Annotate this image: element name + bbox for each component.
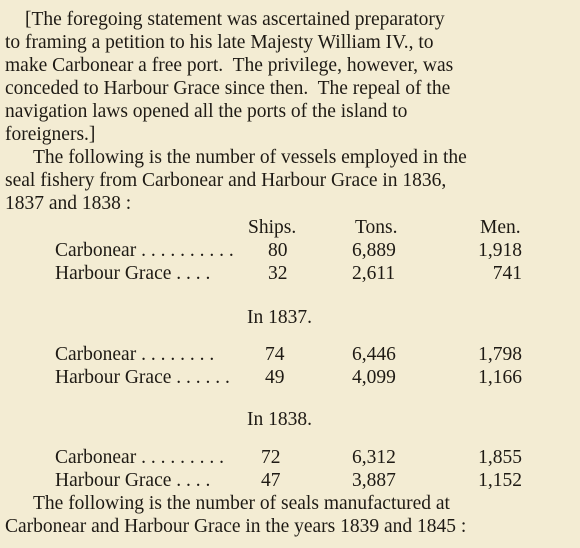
note-line-2: to framing a petition to his late Majesty William IV., to (5, 32, 434, 53)
note-line-5: navigation laws opened all the ports of the island to (5, 101, 408, 122)
row-tons: 6,446 (352, 344, 396, 365)
row-name: Harbour Grace . . . . (55, 470, 211, 491)
intro-line-3: 1837 and 1838 : (5, 193, 132, 214)
row-tons: 4,099 (352, 367, 396, 388)
note-line-4: conceded to Harbour Grace since then. The repeal of the (5, 78, 451, 99)
note-line-3: make Carbonear a free port. The privilege, however, was (5, 55, 454, 76)
row-men: 741 (492, 263, 522, 284)
closing-line-2: Carbonear and Harbour Grace in the years 1839 and 1845 : (5, 516, 467, 537)
header-ships: Ships. (248, 217, 297, 238)
closing-line-1: The following is the number of seals manufactured at (33, 493, 450, 514)
row-ships: 72 (261, 447, 281, 468)
intro-line-2: seal fishery from Carbonear and Harbour Grace in 1836, (5, 170, 447, 191)
row-tons: 6,312 (352, 447, 396, 468)
group-heading-1838: In 1838. (247, 409, 312, 430)
header-men: Men. (480, 217, 521, 238)
row-name: Carbonear . . . . . . . . (55, 344, 215, 365)
row-ships: 80 (268, 240, 288, 261)
row-men: 1,855 (478, 447, 522, 468)
row-name: Harbour Grace . . . . (55, 263, 211, 284)
row-name: Harbour Grace . . . . . . (55, 367, 230, 388)
row-ships: 32 (268, 263, 288, 284)
group-heading-1837: In 1837. (247, 307, 312, 328)
note-line-1: [The foregoing statement was ascertained preparatory (25, 9, 445, 30)
row-men: 1,918 (478, 240, 522, 261)
row-tons: 2,611 (352, 263, 396, 284)
header-tons: Tons. (355, 217, 398, 238)
note-line-6: foreigners.] (5, 124, 96, 145)
row-name: Carbonear . . . . . . . . . . (55, 240, 234, 261)
row-men: 1,166 (478, 367, 522, 388)
row-tons: 3,887 (352, 470, 396, 491)
row-men: 1,798 (478, 344, 522, 365)
row-name: Carbonear . . . . . . . . . (55, 447, 224, 468)
intro-line-1: The following is the number of vessels employed in the (33, 147, 467, 168)
row-tons: 6,889 (352, 240, 396, 261)
row-men: 1,152 (478, 470, 522, 491)
row-ships: 47 (261, 470, 281, 491)
row-ships: 74 (265, 344, 285, 365)
row-ships: 49 (265, 367, 285, 388)
